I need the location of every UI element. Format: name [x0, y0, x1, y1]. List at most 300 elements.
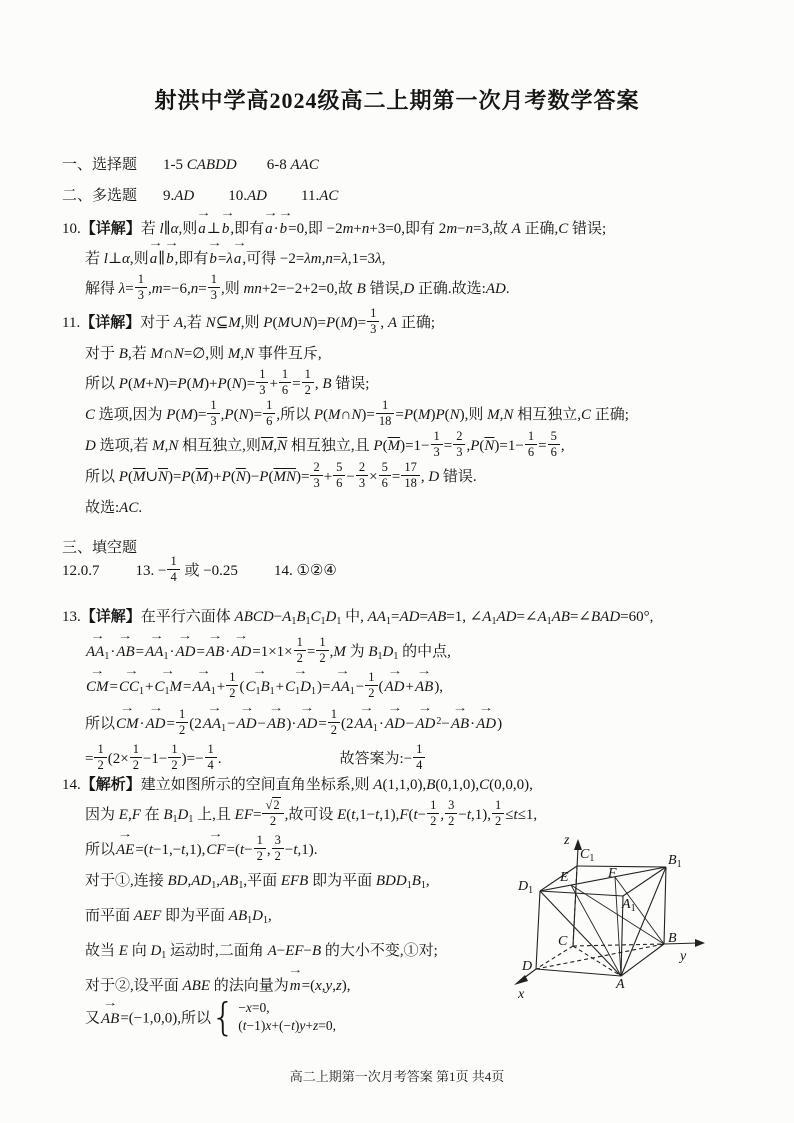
- text-run: =: [318, 716, 327, 732]
- vector-arrow-icon: →: [102, 997, 118, 1009]
- text-run: )=P(: [168, 469, 196, 486]
- text-run: ,: [266, 842, 271, 858]
- text-run: =: [391, 469, 401, 486]
- text-run: 故选:AC.: [85, 500, 143, 517]
- fraction: [167, 554, 179, 585]
- text-run: 又: [85, 1010, 101, 1027]
- vector-body: AB: [414, 679, 434, 695]
- text-run: −: [257, 716, 266, 732]
- fraction-numerator: 1: [367, 306, 379, 322]
- vector-arrow-icon: →: [148, 703, 164, 714]
- vector-body: $AA_1$: [202, 716, 227, 734]
- text-run: +: [405, 679, 414, 695]
- vector-arrow-icon: →: [117, 631, 133, 642]
- text-run: ·: [169, 644, 175, 660]
- solution-line: [62, 602, 764, 637]
- vector-arrow-icon: →: [239, 703, 255, 714]
- vector-body: AD: [145, 716, 166, 732]
- fraction: [310, 460, 322, 491]
- vector-arrow-icon: →: [358, 703, 374, 714]
- text-run: 故答案为:−: [339, 751, 413, 767]
- text-run: =: [443, 438, 453, 455]
- figure-label-A: A: [616, 977, 625, 992]
- fraction-numerator: 1: [208, 272, 220, 288]
- vector-arrow-icon: →: [277, 208, 293, 219]
- vector-arrow-icon: →: [263, 208, 279, 219]
- fraction: [94, 742, 106, 773]
- text-run: −t,1).: [284, 842, 318, 858]
- fraction: [316, 635, 328, 666]
- fraction: [379, 460, 391, 491]
- fraction-numerator: 2: [356, 460, 368, 476]
- vector-body: AD: [384, 679, 405, 695]
- text-run: ),: [434, 679, 444, 695]
- text-run: ,可得 −2=λm,n=λ,1=3λ,: [242, 251, 386, 267]
- text-run: ,所以 P(M∩N)=: [276, 407, 375, 424]
- vector: [354, 703, 378, 744]
- fraction-numerator: 1: [205, 742, 217, 758]
- equation-row: −x=0,: [238, 1000, 270, 1016]
- fraction-numerator: 1: [413, 742, 425, 758]
- text-run: 对于②,设平面 ABE 的法向量为: [85, 978, 289, 995]
- text-run: =0,即 −2m+n+3=0,即有 2m−n=3,故 A 正确,C 错误;: [288, 221, 607, 237]
- fraction-numerator: 1: [431, 429, 443, 445]
- fraction-denominator: 2: [97, 758, 104, 773]
- vector: [145, 703, 166, 739]
- fraction-numerator: 1: [176, 707, 188, 723]
- vector-body: a: [233, 251, 242, 267]
- vector-arrow-icon: →: [119, 703, 135, 714]
- solution-q14: [62, 770, 764, 1037]
- bold-label: 【详解】: [80, 609, 141, 625]
- vector-body: AD: [297, 716, 318, 732]
- vector-arrow-icon: →: [207, 238, 223, 249]
- fraction: [356, 460, 368, 491]
- overline-symbol: $\overline{M}$: [132, 469, 146, 486]
- text-run: +: [216, 679, 226, 695]
- fraction: [176, 707, 188, 738]
- fraction-numerator: 1: [256, 367, 268, 383]
- vector-body: CF: [206, 842, 226, 858]
- fraction-numerator: 1: [135, 272, 147, 288]
- text-run: ·: [110, 644, 116, 660]
- fraction: [453, 429, 465, 460]
- fraction-denominator: 6: [281, 383, 289, 398]
- text-run: ·: [225, 644, 231, 660]
- figure-label-z: z: [564, 833, 570, 848]
- fraction-numerator: 1: [263, 398, 275, 414]
- text-run: 9.AD: [163, 188, 195, 204]
- vector-arrow-icon: →: [268, 703, 284, 714]
- text-run: 因为 E,F 在 $B_1D_1$ 上,且 EF=: [85, 807, 262, 825]
- fraction-numerator: 1: [525, 429, 537, 445]
- fraction-denominator: 2: [304, 383, 311, 398]
- vector-body: AE: [116, 842, 135, 858]
- text-run: =: [182, 679, 192, 695]
- fraction: [272, 833, 284, 864]
- text-run: 6-8 AAC: [266, 157, 319, 173]
- vector-body: b: [166, 251, 174, 267]
- vector: [450, 703, 470, 739]
- fraction: [226, 670, 238, 701]
- text-run: ,即有: [230, 221, 265, 237]
- vector-arrow-icon: →: [293, 666, 309, 677]
- text-run: =(−1,0,0),所以: [120, 1010, 212, 1027]
- vector: [414, 666, 434, 702]
- text-run: 一、选择题: [62, 157, 138, 173]
- fraction: [431, 429, 443, 460]
- vector: [476, 703, 497, 739]
- fraction-numerator: 1: [279, 367, 291, 383]
- fraction-denominator: 3: [456, 445, 463, 460]
- fraction-denominator: 3: [433, 445, 440, 460]
- solution-line: [85, 431, 764, 462]
- fraction-denominator: 2: [430, 814, 437, 829]
- text-run: 10.: [62, 221, 81, 237]
- text-run: ,则 mn+2=−2+2=0,故 B 错误,D 正确.故选:AD.: [220, 281, 510, 297]
- solution-line: [85, 238, 764, 274]
- fraction-denominator: 2: [448, 814, 455, 829]
- fraction-numerator: 5: [548, 429, 560, 445]
- text-run: 13.: [62, 609, 81, 625]
- page-title: 射洪中学高2024级高二上期第一次月考数学答案: [154, 88, 640, 113]
- text-run: 相互独立,且 P(: [287, 438, 388, 455]
- vector: [220, 208, 236, 244]
- fraction-numerator: 1: [168, 742, 180, 758]
- vector: [263, 208, 279, 244]
- vector: [206, 829, 226, 865]
- cube-figure: [498, 834, 754, 1046]
- solution-line: [85, 339, 764, 369]
- text-run: −: [405, 716, 415, 732]
- fraction-numerator: 2: [453, 429, 465, 445]
- solution-line: [85, 800, 764, 835]
- text-run: )=: [317, 679, 331, 695]
- vector-arrow-icon: →: [416, 666, 432, 677]
- text-run: 所以: [85, 842, 116, 858]
- vector: [277, 208, 293, 244]
- vector-arrow-icon: →: [196, 666, 212, 677]
- figure-label-B: B: [668, 931, 677, 946]
- text-run: 对于 A,若 N⊆M,则 P(M∪N)=P(M)=: [140, 315, 367, 331]
- vector-body: $C_1M$: [154, 679, 182, 697]
- fraction-numerator: 1: [254, 833, 266, 849]
- fraction-numerator: 2: [310, 460, 322, 476]
- text-run: D 选项,若 M,N 相互独立,则: [85, 438, 261, 455]
- text-run: ·: [139, 716, 145, 732]
- solution-line: [62, 208, 764, 244]
- vector-body: b: [209, 251, 217, 267]
- vector-body: $CC_1$: [118, 679, 144, 697]
- text-run: )+P(: [208, 469, 236, 486]
- text-run: )=1−: [400, 438, 430, 455]
- fraction: [135, 272, 147, 303]
- vector-body: $AA_1$: [145, 644, 169, 662]
- vector: [147, 238, 163, 274]
- vector-body: a: [149, 251, 158, 267]
- figure-label-E: E: [560, 870, 569, 885]
- text-run: 11.: [62, 315, 81, 331]
- text-run: ,: [560, 438, 565, 455]
- figure-label-A1: $A_1$: [622, 897, 636, 914]
- vector-body: CM: [86, 679, 109, 695]
- text-run: =: [109, 679, 118, 695]
- fraction: [548, 429, 560, 460]
- solution-line: [85, 493, 764, 523]
- vector-body: AD: [175, 644, 196, 660]
- fraction-denominator: 4: [416, 758, 423, 773]
- vector-body: $AA_1$: [86, 644, 110, 662]
- text-run: 所以: [85, 716, 116, 732]
- vector: [287, 965, 303, 1001]
- overline-symbol: $\overline{N}$: [277, 438, 288, 455]
- figure-label-C: C: [558, 934, 568, 949]
- vector-body: AB: [101, 1010, 120, 1027]
- text-run: , B 错误;: [314, 376, 370, 393]
- fraction-denominator: 6: [266, 414, 273, 429]
- fraction-numerator: 1: [316, 635, 328, 651]
- text-run: 解得 λ=: [85, 281, 134, 297]
- text-run: 建立如图所示的空间直角坐标系,则 A(1,1,0),B(0,1,0),C(0,0,0),: [140, 777, 533, 793]
- fraction: [445, 798, 457, 829]
- text-run: ·: [273, 221, 279, 237]
- text-run: (: [239, 679, 245, 695]
- vector-body: $AA_1$: [354, 716, 378, 734]
- text-run: , A 正确;: [380, 315, 435, 331]
- fraction: [168, 742, 180, 773]
- text-run: ,P(N)=: [220, 407, 263, 424]
- fraction-numerator: 5: [333, 460, 345, 476]
- text-run: =: [166, 716, 175, 732]
- fraction: [254, 833, 266, 864]
- vector-body: AB: [267, 716, 286, 732]
- text-run: 而平面 AEF 即为平面 $AB_1D_1$,: [85, 908, 272, 927]
- text-run: 14.: [62, 777, 81, 793]
- fraction-denominator: 2: [330, 723, 338, 738]
- text-run: 对于①,连接 $BD,AD_1,AB_1$,平面 EFB 即为平面 $BDD_1B_1$,: [85, 873, 430, 892]
- vector: [415, 703, 436, 739]
- equation-system: [211, 994, 336, 1039]
- vector: [267, 703, 286, 739]
- fraction: [376, 398, 395, 429]
- fraction-numerator: 1: [492, 798, 504, 814]
- overline-symbol: $\overline{M}$: [387, 438, 401, 455]
- text-run: 10.AD: [228, 188, 268, 204]
- vector-arrow-icon: →: [252, 666, 268, 677]
- text-run: =P(M)P(N),则 M,N 相互独立,C 正确;: [395, 407, 629, 424]
- vector-arrow-icon: →: [478, 703, 494, 714]
- fraction-denominator: 18: [404, 476, 417, 491]
- figure-label-C1: $C_1$: [580, 847, 595, 864]
- fraction-denominator: 6: [550, 445, 557, 460]
- fraction-numerator: 1: [328, 707, 340, 723]
- vector: [118, 666, 144, 707]
- vector-arrow-icon: →: [299, 703, 315, 714]
- fraction: [328, 707, 340, 738]
- fraction: [205, 742, 217, 773]
- vector-body: a: [265, 221, 273, 237]
- text-run: 或 −0.25: [180, 562, 238, 579]
- overline-symbol: $\overline{N}$: [484, 438, 495, 455]
- fraction-denominator: 2: [178, 723, 186, 738]
- vector-body: b: [279, 221, 288, 237]
- figure-label-D1: $D_1$: [518, 879, 534, 896]
- text-run: −: [346, 469, 355, 486]
- vector-body: $AA_1$: [192, 679, 216, 697]
- vector: [231, 238, 247, 274]
- fill-answers-line: [62, 556, 764, 587]
- vector-arrow-icon: →: [206, 703, 222, 714]
- text-run: 若 l⊥α,则: [85, 251, 149, 267]
- page-footer: 高二上期第一次月考答案 第1页 共4页: [289, 1069, 505, 1084]
- solution-line: [85, 703, 764, 744]
- equation-rows: [238, 999, 336, 1035]
- text-run: 1-5 CABDD: [163, 157, 237, 173]
- vector-arrow-icon: →: [117, 829, 133, 840]
- text-run: −1−: [142, 751, 168, 767]
- vector: [285, 666, 316, 707]
- vector: [205, 631, 225, 667]
- text-run: ,m=−6,n=: [147, 281, 207, 297]
- text-run: =: [306, 644, 316, 660]
- bold-label: 【详解】: [80, 221, 141, 237]
- fraction: [279, 367, 291, 398]
- fraction-denominator: 4: [207, 758, 214, 773]
- text-run: (2: [189, 716, 202, 732]
- vector-arrow-icon: →: [452, 703, 468, 714]
- vector-body: CM: [116, 716, 139, 732]
- text-run: =: [85, 751, 94, 767]
- vector-body: a: [198, 221, 206, 237]
- vector-arrow-icon: →: [147, 238, 163, 249]
- vector: [207, 238, 223, 274]
- vector: [384, 703, 405, 739]
- text-run: (2: [341, 716, 354, 732]
- solution-line: [85, 666, 764, 707]
- fraction-denominator: 3: [210, 414, 217, 429]
- fraction: [130, 742, 142, 773]
- fraction-numerator: 1: [376, 398, 395, 414]
- fraction-numerator: 17: [401, 460, 420, 476]
- bold-label: 【解析】: [80, 777, 141, 793]
- vector: [175, 631, 196, 667]
- equation-row: (t−1)x+(−t)y+z=0,: [238, 1018, 336, 1034]
- text-run: −t,1),: [458, 807, 492, 823]
- text-run: ,故可设 E(t,1−t,1),F(t−: [284, 807, 427, 823]
- fraction: [208, 272, 220, 303]
- vector-body: AB: [205, 644, 225, 660]
- fraction-denominator: 3: [259, 383, 266, 398]
- vector-arrow-icon: →: [90, 631, 106, 642]
- vector-arrow-icon: →: [160, 666, 176, 677]
- vector: [116, 703, 139, 739]
- vector: [116, 829, 135, 865]
- text-run: 二、多选题: [62, 188, 138, 204]
- text-run: 12.0.7: [62, 562, 100, 579]
- vector: [236, 703, 257, 739]
- text-run: (: [378, 679, 384, 695]
- vector-arrow-icon: →: [177, 631, 193, 642]
- figure-label-F: F: [608, 866, 617, 881]
- text-run: ∪: [145, 469, 159, 486]
- solution-line: [62, 770, 764, 800]
- fraction-denominator: 6: [336, 476, 343, 491]
- overline-symbol: $\overline{N}$: [235, 469, 246, 486]
- fraction-numerator: 1: [302, 367, 314, 383]
- fraction-denominator: 2: [229, 686, 236, 701]
- solution-q10: [62, 208, 764, 305]
- fraction: [256, 367, 268, 398]
- fill-section-header: 三、填空题: [62, 540, 138, 556]
- text-run: +: [144, 679, 154, 695]
- vector-body: $AA_1$: [331, 679, 355, 697]
- fraction: [492, 798, 504, 829]
- text-run: C 选项,因为 P(M)=: [85, 407, 207, 424]
- solution-line: [62, 308, 764, 339]
- vector-arrow-icon: →: [220, 208, 236, 219]
- text-run: ⊥: [206, 221, 221, 237]
- text-run: 故当 E 向 $D_1$ 运动时,二面角 A−EF−B 的大小不变,①对;: [85, 943, 438, 962]
- fraction: [262, 798, 283, 829]
- text-run: ,M 为 $B_1D_1$ 的中点,: [329, 644, 451, 662]
- vector-arrow-icon: →: [233, 631, 249, 642]
- fraction-numerator: √2: [262, 798, 283, 814]
- text-run: ): [497, 716, 503, 732]
- text-run: 14. ①②④: [273, 562, 337, 579]
- text-run: 所以 P(: [85, 469, 133, 486]
- text-run: $^2$−: [436, 716, 450, 732]
- vector-body: AD: [236, 716, 257, 732]
- fraction: [263, 398, 275, 429]
- vector: [154, 666, 182, 707]
- vector-arrow-icon: →: [417, 703, 433, 714]
- text-run: 对于 B,若 M∩N=∅,则 M,N 事件互斥,: [85, 346, 322, 363]
- fraction-numerator: 1: [226, 670, 238, 686]
- text-run: =: [196, 644, 205, 660]
- text-run: ·: [470, 716, 476, 732]
- text-run: ×: [369, 469, 378, 486]
- fraction-denominator: 3: [137, 288, 144, 303]
- text-run: ,即有: [174, 251, 209, 267]
- fraction-denominator: 2: [171, 758, 178, 773]
- text-run: =: [538, 438, 547, 455]
- text-run: −: [355, 679, 365, 695]
- fraction: [427, 798, 439, 829]
- vector: [384, 666, 405, 702]
- text-run: =(t−1,−t,1),: [135, 842, 206, 858]
- vector-arrow-icon: →: [164, 238, 180, 249]
- text-run: −: [227, 716, 236, 732]
- vector: [164, 238, 180, 274]
- vector-arrow-icon: →: [231, 238, 247, 249]
- vector-arrow-icon: →: [387, 703, 403, 714]
- fraction-denominator: 2: [256, 849, 263, 864]
- vector-arrow-icon: →: [387, 666, 403, 677]
- figure-label-D: D: [522, 959, 533, 974]
- figure-label-y: y: [680, 949, 687, 964]
- fraction: [367, 306, 379, 337]
- vector-body: $C_1D_1$: [285, 679, 316, 697]
- fraction-denominator: 6: [527, 445, 535, 460]
- fraction-denominator: 4: [170, 570, 177, 584]
- text-run: ,: [440, 807, 445, 823]
- fraction-numerator: 1: [94, 742, 106, 758]
- vector-body: AD: [231, 644, 252, 660]
- overline-symbol: $\overline{M}$: [195, 469, 209, 486]
- fraction-denominator: 2: [368, 686, 375, 701]
- vector-body: b: [221, 221, 230, 237]
- text-run: 在平行六面体 $ABCD-A_1B_1C_1D_1$ 中, $AA_1=AD=AB=1$, $\angle A_1AD=\angle A_1AB=\angle BAD=60^\circ$,: [140, 609, 654, 627]
